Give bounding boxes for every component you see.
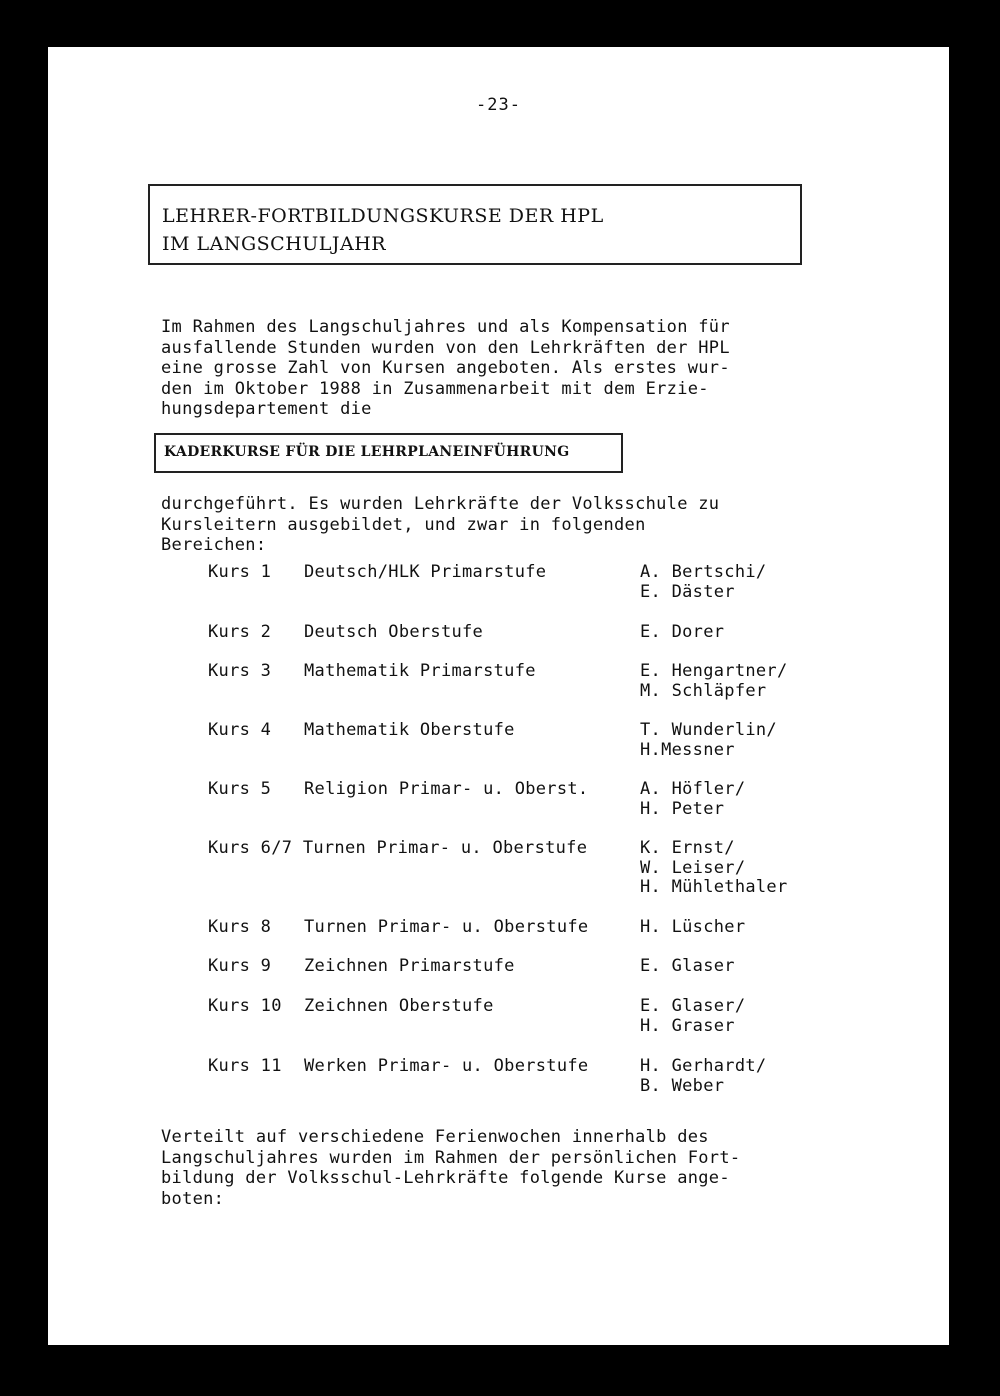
course-subject: Werken Primar- u. Oberstufe [304, 1056, 589, 1076]
course-number: Kurs 6/7 Turnen Primar- u. Oberstufe [208, 838, 588, 858]
course-number: Kurs 11 [208, 1056, 282, 1076]
course-instructors: E. Hengartner/ M. Schläpfer [640, 661, 788, 701]
title-box [148, 184, 802, 265]
course-instructors: A. Bertschi/ E. Däster [640, 562, 767, 602]
course-subject: Mathematik Oberstufe [304, 720, 515, 740]
course-subject: Turnen Primar- u. Oberstufe [304, 917, 589, 937]
course-number: Kurs 4 [208, 720, 272, 740]
course-number: Kurs 1 [208, 562, 272, 582]
course-instructors: T. Wunderlin/ H.Messner [640, 720, 777, 760]
course-subject: Zeichnen Oberstufe [304, 996, 494, 1016]
intro-paragraph: Im Rahmen des Langschuljahres und als Kompensation für ausfallende Stunden wurden von den Lehrkräften der HPL eine grosse Zahl von Kursen angeboten. Als erstes wur- den im Oktober 1988 in Zusammenarbeit mit dem Erzie- hungsdepartement die [161, 317, 730, 419]
course-subject: Religion Primar- u. Oberst. [304, 779, 589, 799]
course-subject: Deutsch/HLK Primarstufe [304, 562, 547, 582]
course-number: Kurs 8 [208, 917, 272, 937]
course-instructors: A. Höfler/ H. Peter [640, 779, 746, 819]
course-instructors: K. Ernst/ W. Leiser/ H. Mühlethaler [640, 838, 788, 897]
course-subject: Mathematik Primarstufe [304, 661, 536, 681]
document-page [48, 47, 949, 1345]
course-instructors: H. Gerhardt/ B. Weber [640, 1056, 767, 1096]
course-number: Kurs 2 [208, 622, 272, 642]
title-line-2: IM LANGSCHULJAHR [162, 233, 387, 255]
closing-paragraph: Verteilt auf verschiedene Ferienwochen innerhalb des Langschuljahres wurden im Rahmen der persönlichen Fort- bildung der Volksschul-Lehrkräfte folgende Kurse ange- boten: [161, 1127, 741, 1209]
kader-heading-box: KADERKURSE FÜR DIE LEHRPLANEINFÜHRUNG [154, 433, 623, 473]
course-instructors: E. Dorer [640, 622, 725, 642]
page-number: -23- [476, 95, 521, 115]
course-number: Kurs 10 [208, 996, 282, 1016]
course-number: Kurs 9 [208, 956, 272, 976]
course-instructors: H. Lüscher [640, 917, 746, 937]
course-subject: Deutsch Oberstufe [304, 622, 484, 642]
title-line-1: LEHRER-FORTBILDUNGSKURSE DER HPL [162, 205, 604, 227]
course-number: Kurs 3 [208, 661, 272, 681]
course-number: Kurs 5 [208, 779, 272, 799]
course-subject: Zeichnen Primarstufe [304, 956, 515, 976]
after-heading-paragraph: durchgeführt. Es wurden Lehrkräfte der Volksschule zu Kursleitern ausgebildet, und zwar in folgenden Bereichen: [161, 494, 720, 555]
course-instructors: E. Glaser/ H. Graser [640, 996, 746, 1036]
course-instructors: E. Glaser [640, 956, 735, 976]
